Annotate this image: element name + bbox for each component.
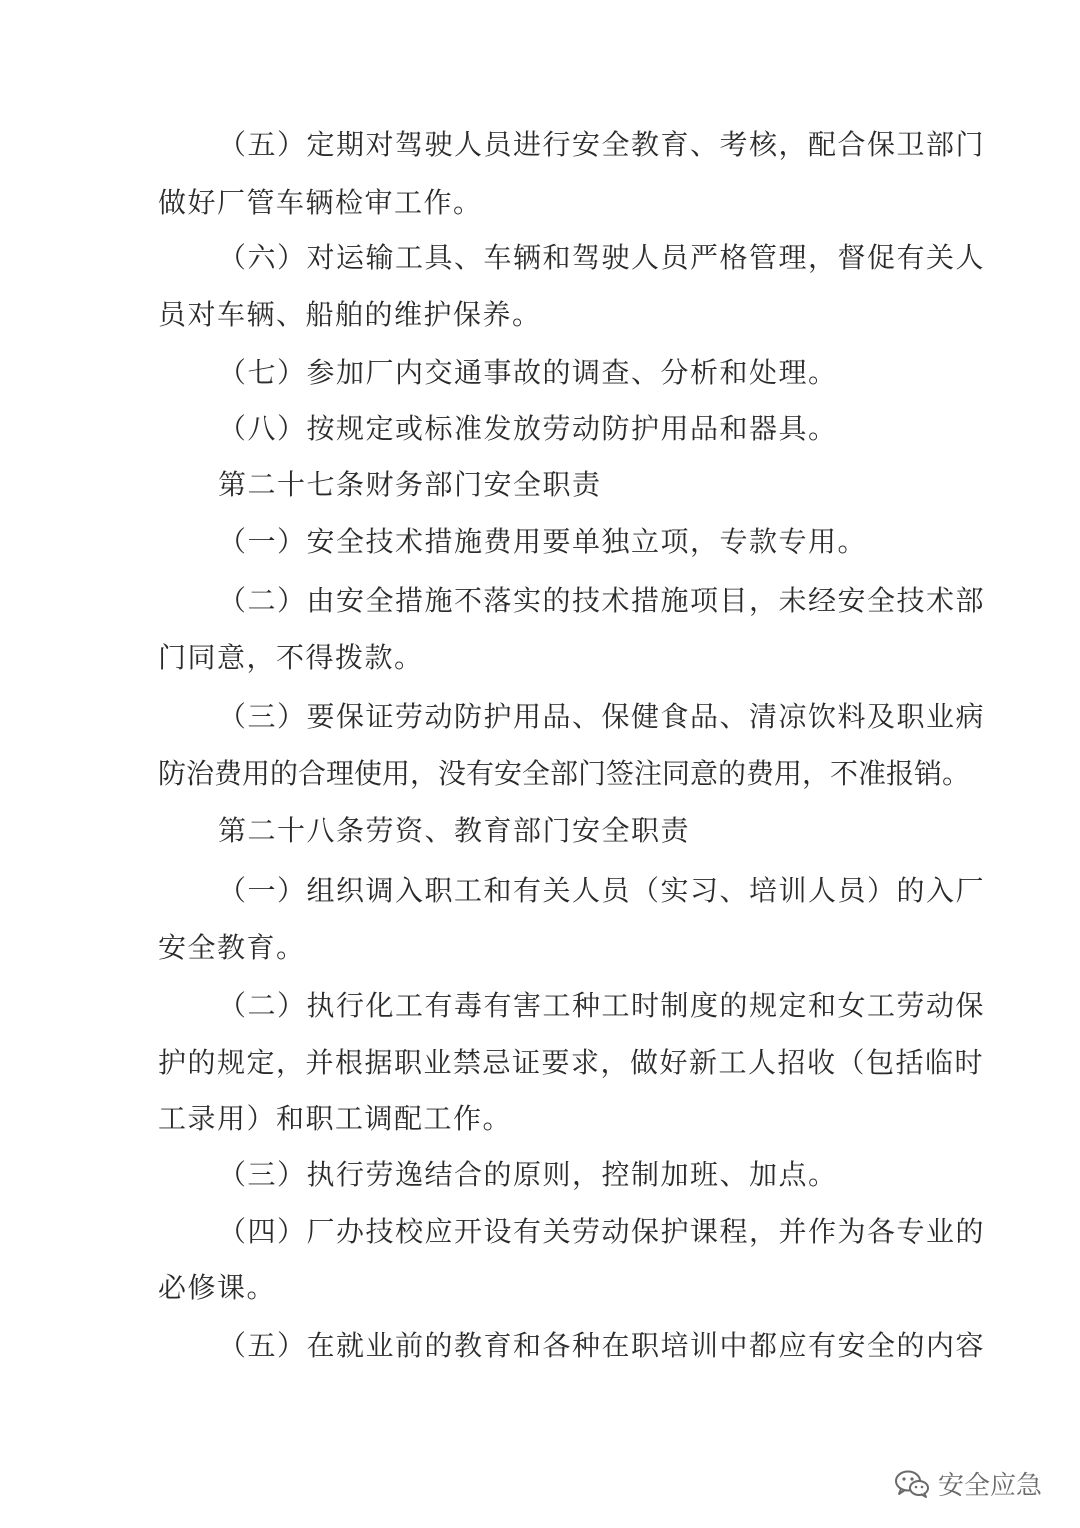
doc-line: 必修课。 <box>158 1271 277 1304</box>
doc-line: 做好厂管车辆检审工作。 <box>158 186 483 219</box>
watermark <box>894 1465 1042 1502</box>
wechat-icon <box>894 1469 930 1499</box>
doc-line: 员对车辆、船舶的维护保养。 <box>158 298 542 331</box>
doc-line: （六）对运输工具、车辆和驾驶人员严格管理，督促有关人 <box>218 241 986 274</box>
doc-line: 门同意，不得拨款。 <box>158 641 424 674</box>
doc-line: （一）安全技术措施费用要单独立项，专款专用。 <box>218 525 868 558</box>
doc-line: （三）要保证劳动防护用品、保健食品、清凉饮料及职业病 <box>218 700 986 733</box>
doc-line: （二）由安全措施不落实的技术措施项目，未经安全技术部 <box>218 584 986 617</box>
doc-line: 护的规定，并根据职业禁忌证要求，做好新工人招收（包括临时 <box>158 1046 985 1079</box>
doc-line: 防治费用的合理使用，没有安全部门签注同意的费用，不准报销。 <box>158 757 971 790</box>
doc-line: （五）定期对驾驶人员进行安全教育、考核，配合保卫部门 <box>218 128 986 161</box>
doc-line: 工录用）和职工调配工作。 <box>158 1102 513 1135</box>
doc-line: （七）参加厂内交通事故的调查、分析和处理。 <box>218 356 838 389</box>
doc-line: 安全教育。 <box>158 931 306 964</box>
doc-line: （八）按规定或标准发放劳动防护用品和器具。 <box>218 412 838 445</box>
doc-line: （一）组织调入职工和有关人员（实习、培训人员）的入厂 <box>218 874 986 907</box>
doc-line: （五）在就业前的教育和各种在职培训中都应有安全的内容 <box>218 1329 986 1362</box>
section-heading: 第二十八条劳资、教育部门安全职责 <box>218 814 691 847</box>
section-heading: 第二十七条财务部门安全职责 <box>218 468 602 501</box>
doc-line: （二）执行化工有毒有害工种工时制度的规定和女工劳动保 <box>218 989 986 1022</box>
watermark-label: 安全应急 <box>937 1471 1042 1501</box>
doc-line: （四）厂办技校应开设有关劳动保护课程，并作为各专业的 <box>218 1215 986 1248</box>
doc-line: （三）执行劳逸结合的原则，控制加班、加点。 <box>218 1158 838 1191</box>
